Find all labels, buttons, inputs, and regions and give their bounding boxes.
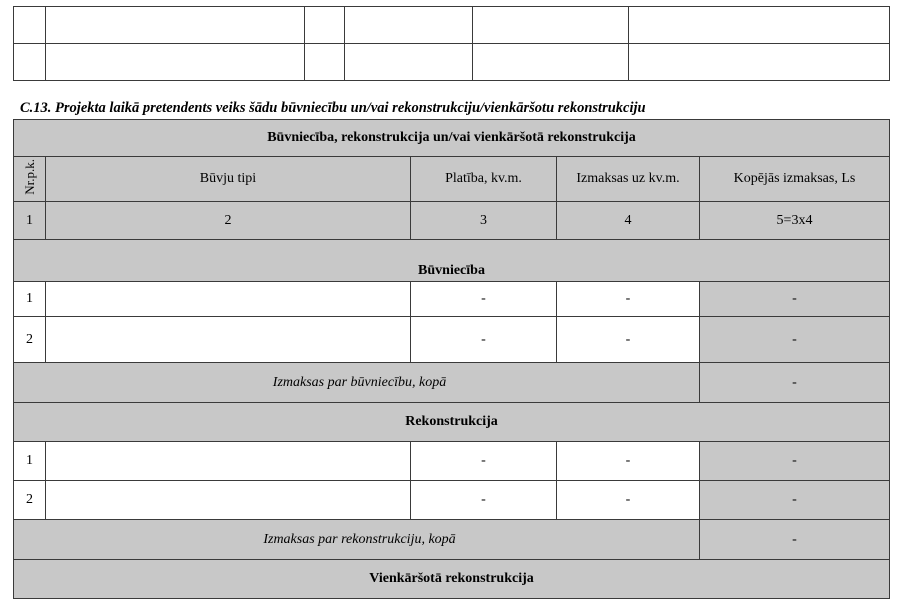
section-row [14,560,890,599]
column-number: 3 [411,202,557,240]
table-cell[interactable] [345,44,473,81]
table-cell[interactable] [305,44,345,81]
table-row [14,7,890,44]
table-cell[interactable] [305,7,345,44]
table-cell[interactable] [629,44,890,81]
subtotal-value: - [700,520,890,560]
row-cost-per-m-cell[interactable]: - [557,317,700,363]
row-area-cell[interactable]: - [411,282,557,317]
row-total-cell: - [700,282,890,317]
table-row [14,282,890,317]
section-row [14,403,890,442]
table-row [14,481,890,520]
subtotal-label: Izmaksas par rekonstrukciju, kopā [14,520,700,560]
section-title: Būvniecība [14,240,890,282]
row-cost-per-m-cell[interactable]: - [557,481,700,520]
row-nr: 2 [14,481,46,520]
table-cell[interactable] [345,7,473,44]
table-title: Būvniecība, rekonstrukcija un/vai vienkāršotā rekonstrukcija [14,120,890,157]
header-nr [14,157,46,202]
table-cell[interactable] [46,44,305,81]
header-nr-label: Nr.p.k. [21,158,37,195]
row-nr: 1 [14,282,46,317]
table-cell[interactable] [473,44,629,81]
subtotal-label: Izmaksas par būvniecību, kopā [14,363,700,403]
header-total-cost: Kopējās izmaksas, Ls [700,157,890,202]
column-number: 4 [557,202,700,240]
section-title: Rekonstrukcija [14,403,890,442]
subtotal-row [14,520,890,560]
section-caption: C.13. Projekta laikā pretendents veiks šādu būvniecību un/vai rekonstrukciju/vienkāršotu rekonstrukciju [20,100,646,116]
row-cost-per-m-cell[interactable]: - [557,282,700,317]
row-type-cell[interactable] [46,481,411,520]
row-total-cell: - [700,317,890,363]
header-types: Būvju tipi [46,157,411,202]
top-empty-table [13,6,890,81]
table-cell[interactable] [473,7,629,44]
row-type-cell[interactable] [46,442,411,481]
column-number-row [14,202,890,240]
table-row [14,317,890,363]
section-title: Vienkāršotā rekonstrukcija [14,560,890,599]
column-number: 1 [14,202,46,240]
table-cell[interactable] [14,44,46,81]
header-area: Platība, kv.m. [411,157,557,202]
header-cost-per-m: Izmaksas uz kv.m. [557,157,700,202]
row-cost-per-m-cell[interactable]: - [557,442,700,481]
row-type-cell[interactable] [46,282,411,317]
row-total-cell: - [700,481,890,520]
row-area-cell[interactable]: - [411,481,557,520]
row-total-cell: - [700,442,890,481]
table-cell[interactable] [14,7,46,44]
section-row [14,240,890,282]
row-nr: 2 [14,317,46,363]
table-cell[interactable] [629,7,890,44]
table-title-row [14,120,890,157]
row-area-cell[interactable]: - [411,442,557,481]
column-number: 2 [46,202,411,240]
column-number: 5=3x4 [700,202,890,240]
table-row [14,44,890,81]
construction-table [13,119,890,599]
table-cell[interactable] [46,7,305,44]
row-nr: 1 [14,442,46,481]
header-row [14,157,890,202]
table-row [14,442,890,481]
row-area-cell[interactable]: - [411,317,557,363]
subtotal-row [14,363,890,403]
row-type-cell[interactable] [46,317,411,363]
subtotal-value: - [700,363,890,403]
